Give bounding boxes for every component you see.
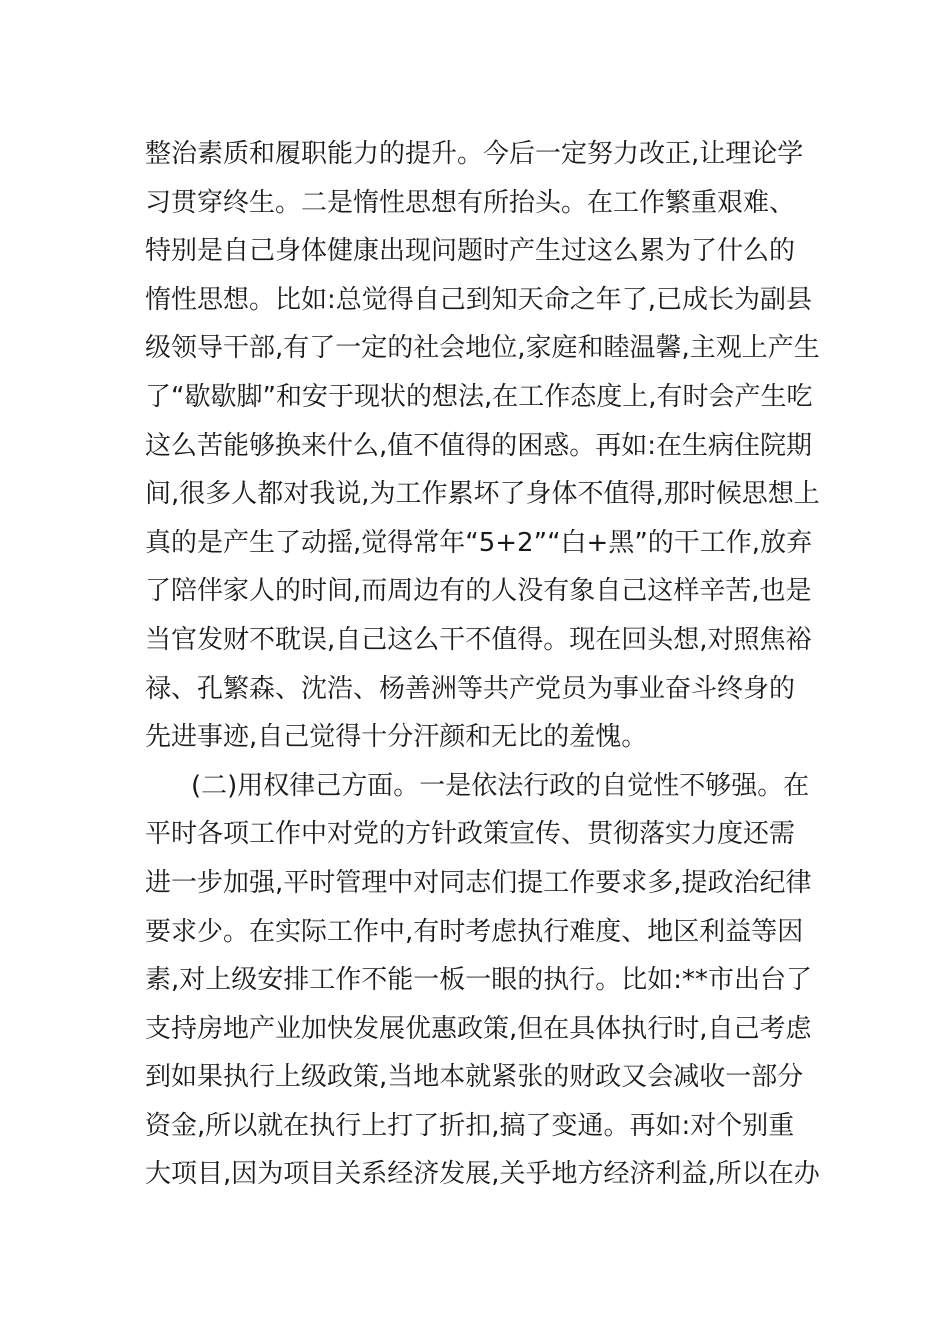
text-line: 当官发财不耽误,自己这么干不值得。现在回头想,对照焦裕 (145, 624, 812, 655)
text-line: 真的是产生了动摇,觉得常年“5+2”“白+黑”的干工作,放弃 (145, 527, 813, 558)
body-text (145, 130, 820, 1199)
text-line: 这么苦能够换来什么,值不值得的困惑。再如:在生病住院期 (145, 430, 813, 461)
text-line: 整治素质和履职能力的提升。今后一定努力改正,让理论学 (145, 139, 804, 169)
text-line: 平时各项工作中对党的方针政策宣传、贯彻落实力度还需 (145, 819, 796, 850)
text-line: 了“歇歇脚”和安于现状的想法,在工作态度上,有时会产生吃 (145, 381, 813, 412)
text-line: 特别是自己身体健康出现问题时产生过这么累为了什么的 (145, 236, 796, 267)
text-line: 了陪伴家人的时间,而周边有的人没有象自己这样辛苦,也是 (145, 576, 812, 607)
text-line: 习贯穿终生。二是惰性思想有所抬头。在工作繁重艰难、 (145, 187, 796, 218)
text-line: 支持房地产业加快发展优惠政策,但在具体执行时,自己考虑 (145, 1013, 812, 1044)
text-line: 惰性思想。比如:总觉得自己到知天命之年了,已成长为副县 (145, 284, 813, 315)
text-line: 要求少。在实际工作中,有时考虑执行难度、地区利益等因 (145, 916, 804, 947)
text-line: 进一步加强,平时管理中对同志们提工作要求多,提政治纪律 (145, 867, 812, 898)
text-line: 间,很多人都对我说,为工作累坏了身体不值得,那时候思想上 (145, 479, 820, 510)
text-line: 素,对上级安排工作不能一板一眼的执行。比如:**市出台了 (145, 965, 813, 996)
section-heading-line: (二)用权律己方面。一是依法行政的自觉性不够强。在 (191, 770, 810, 801)
text-line: 先进事迹,自己觉得十分汗颜和无比的羞愧。 (145, 722, 648, 753)
text-line: 到如果执行上级政策,当地本就紧张的财政又会减收一部分 (145, 1062, 804, 1093)
text-line: 大项目,因为项目关系经济发展,关乎地方经济利益,所以在办 (145, 1159, 820, 1190)
text-line: 资金,所以就在执行上打了折扣,搞了变通。再如:对个别重 (145, 1110, 795, 1141)
text-line: 禄、孔繁森、沈浩、杨善洲等共产党员为事业奋斗终身的 (145, 673, 796, 704)
text-line: 级领导干部,有了一定的社会地位,家庭和睦温馨,主观上产生 (145, 333, 820, 364)
